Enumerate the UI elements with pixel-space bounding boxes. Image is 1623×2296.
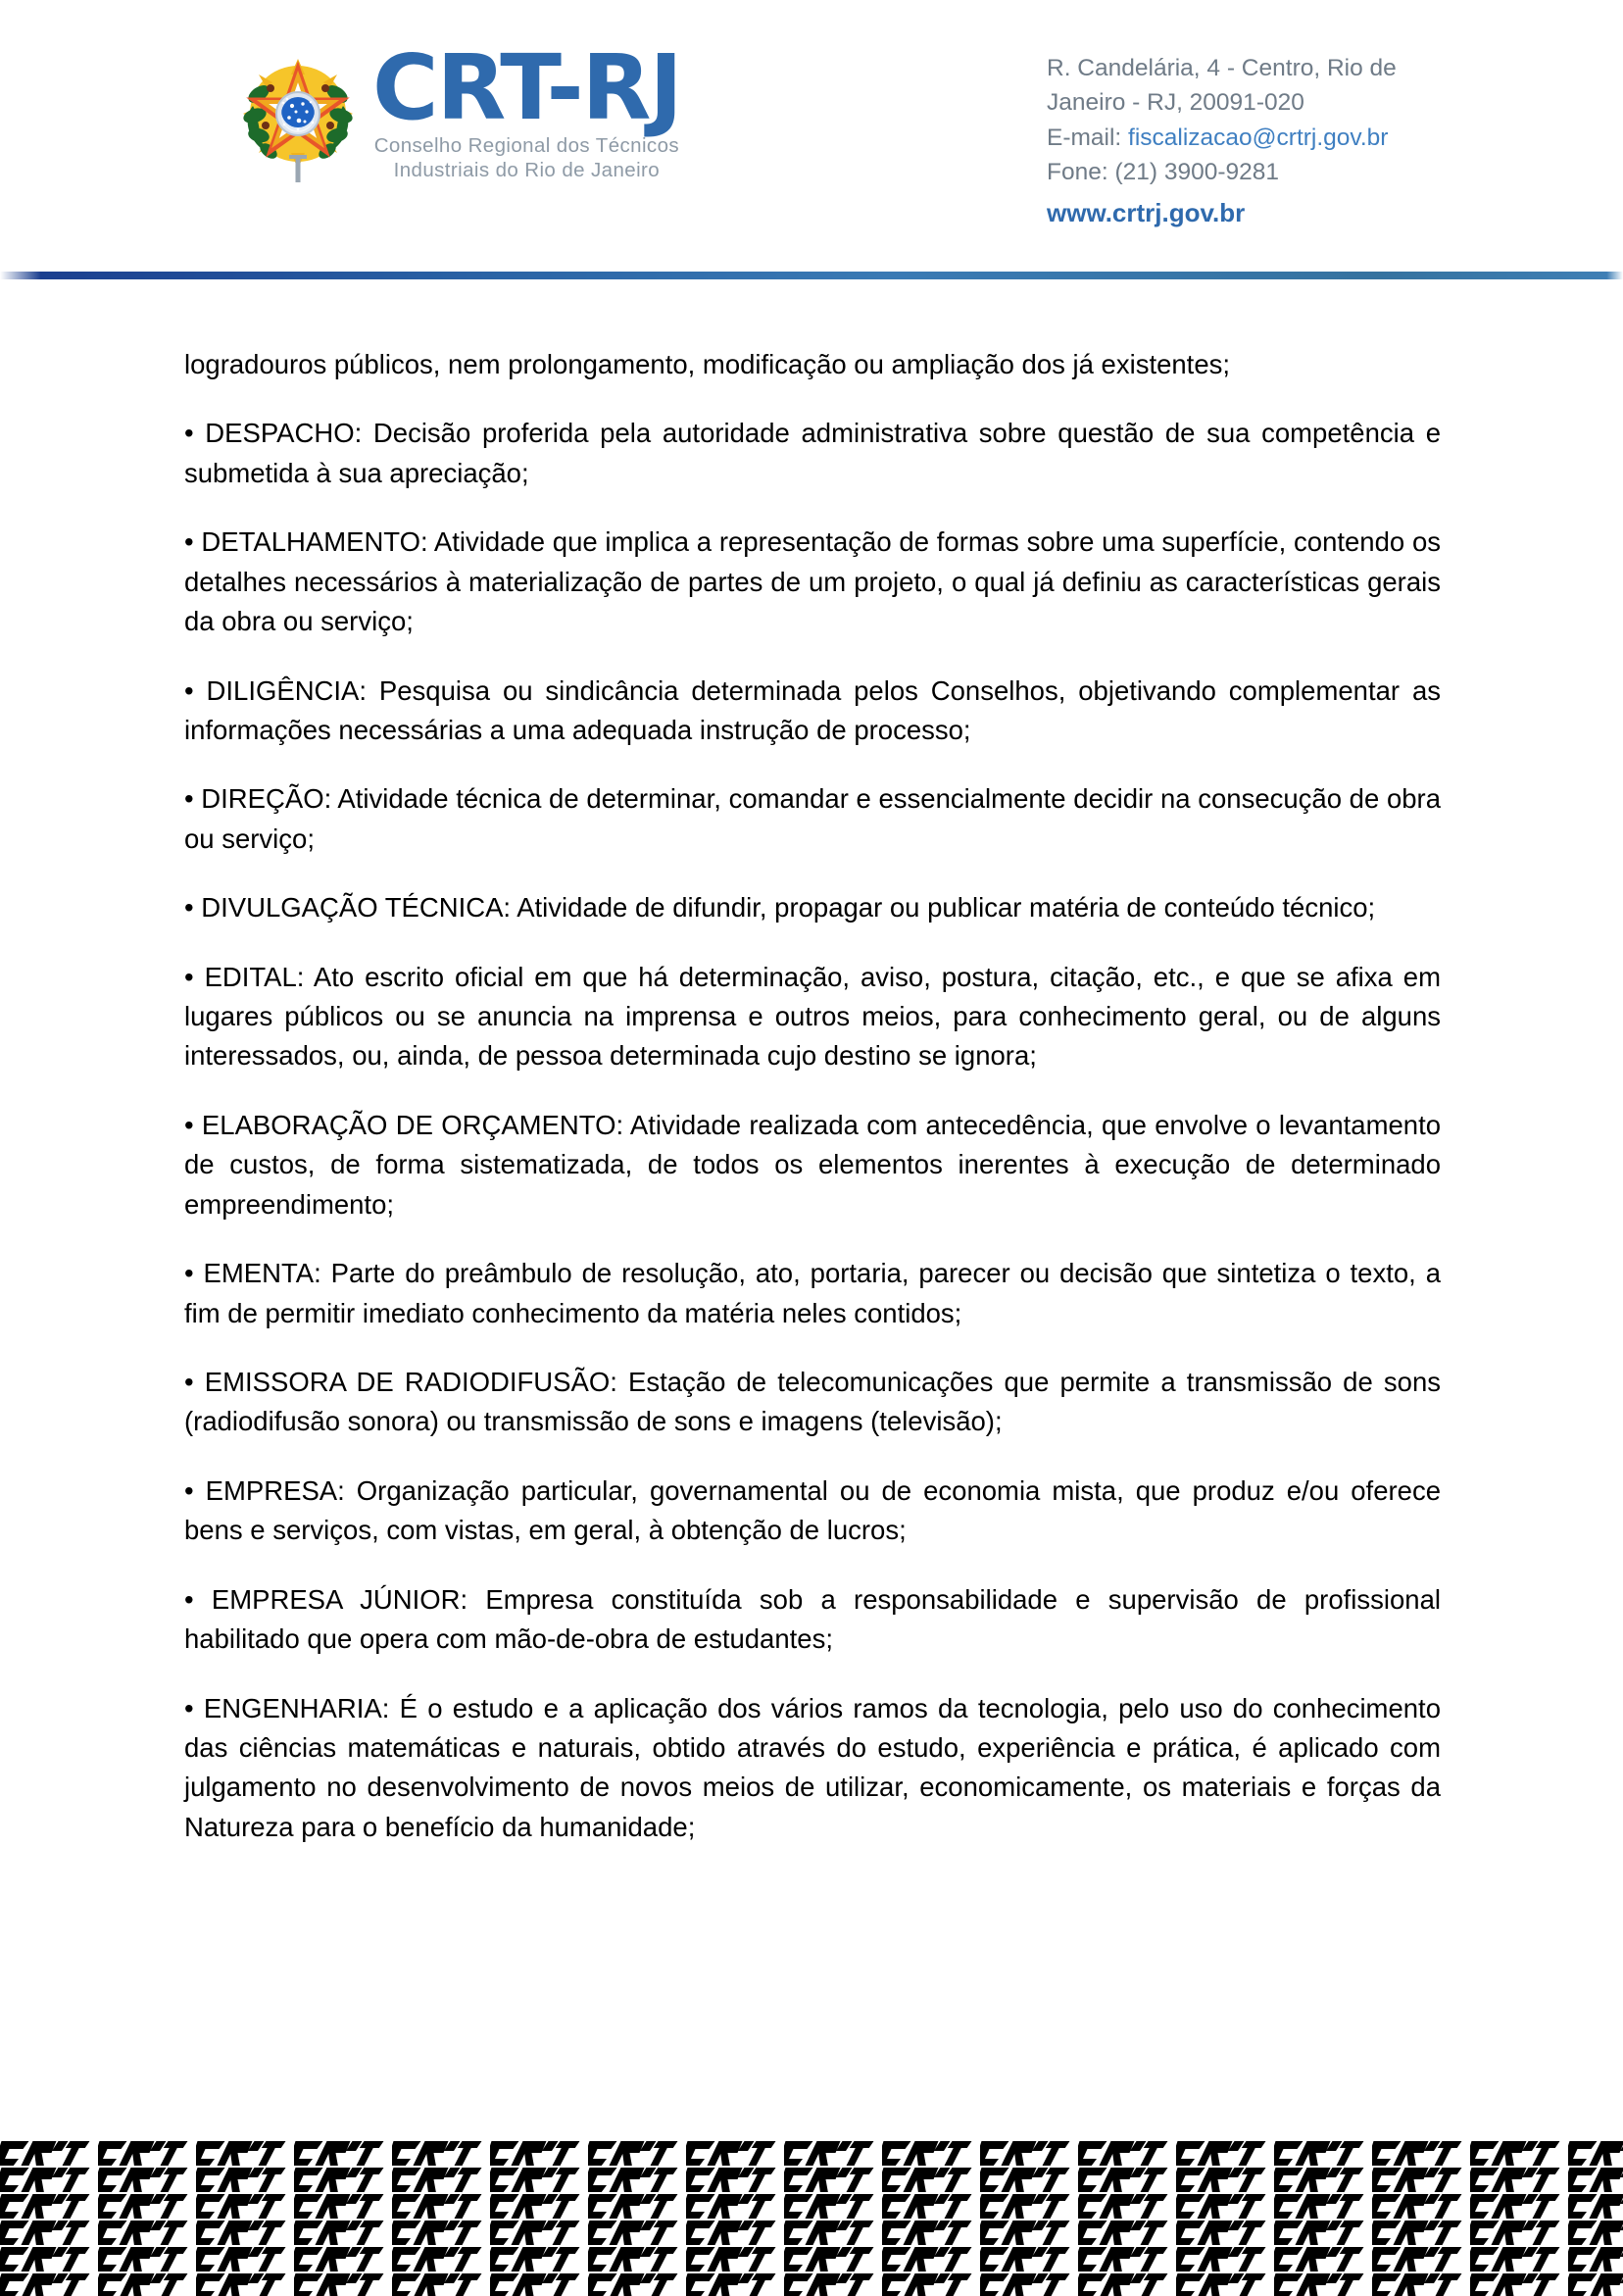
paragraph: • EMPRESA JÚNIOR: Empresa constituída sob a responsabilidade e supervisão de profissional habilitado que opera com mão-de-obra de estudantes;	[184, 1583, 1441, 1655]
wordmark-subtitle	[374, 134, 679, 181]
brazilian-coat-of-arms-icon	[233, 45, 363, 190]
paragraph: • ELABORAÇÃO DE ORÇAMENTO: Atividade realizada com antecedência, que envolve o levantamento de custos, de forma sistematizada, de todos os elementos inerentes à execução de determinado empreendimento;	[184, 1109, 1441, 1220]
paragraph: • EMENTA: Parte do preâmbulo de resolução, ato, portaria, parecer ou decisão que sintetiza o texto, a fim de permitir imediato conhecimento da matéria neles contidos;	[184, 1258, 1441, 1328]
contact-email-label: E-mail:	[1047, 124, 1122, 151]
document-body	[184, 345, 1441, 1847]
paragraph: • EMISSORA DE RADIODIFUSÃO: Estação de telecomunicações que permite a transmissão de sons (radiodifusão sonora) ou transmissão de sons e imagens (televisão);	[184, 1367, 1441, 1437]
wordmark-subtitle-line2: Industriais do Rio de Janeiro	[393, 158, 661, 181]
paragraph: • DIREÇÃO: Atividade técnica de determinar, comandar e essencialmente decidir na consecução de obra ou serviço;	[184, 783, 1441, 854]
contact-address-line2: Janeiro - RJ, 20091-020	[1047, 89, 1304, 117]
paragraph: • EDITAL: Ato escrito oficial em que há determinação, aviso, postura, citação, etc., e que se afixa em lugares públicos ou se anuncia na imprensa e outros meios, para conhecimento geral, ou de alguns interessados, ou, ainda, de pessoa determinada cujo destino se ignora;	[184, 961, 1441, 1072]
paragraph: • DIVULGAÇÃO TÉCNICA: Atividade de difundir, propagar ou publicar matéria de conteúdo técnico;	[184, 892, 1376, 923]
contact-address-line1: R. Candelária, 4 - Centro, Rio de	[1047, 55, 1397, 81]
wordmark-subtitle-line1: Conselho Regional dos Técnicos	[373, 134, 680, 158]
contact-website-link[interactable]: www.crtrj.gov.br	[1047, 198, 1246, 228]
paragraph: • DILIGÊNCIA: Pesquisa ou sindicância determinada pelos Conselhos, objetivando complementar as informações necessárias a uma adequada instrução de processo;	[184, 674, 1441, 745]
footer-pattern-icon	[0, 2139, 1623, 2296]
paragraph: • ENGENHARIA: É o estudo e a aplicação dos vários ramos da tecnologia, pelo uso do conhecimento das ciências matemáticas e naturais, obtido através do estudo, experiência e prática, é aplicado com julgamento no desenvolvimento de novos meios de utilizar, economicamente, os materiais e forças da Natureza para o benefício da humanidade;	[184, 1692, 1441, 1842]
header-contact-info	[1047, 51, 1397, 232]
contact-email	[1047, 121, 1397, 155]
paragraph: logradouros públicos, nem prolongamento, modificação ou ampliação dos já existentes;	[184, 349, 1231, 379]
wordmark	[372, 37, 681, 182]
header-divider	[0, 272, 1623, 279]
contact-email-address[interactable]: fiscalizacao@crtrj.gov.br	[1128, 124, 1389, 151]
page-header	[0, 0, 1623, 277]
paragraph: • DETALHAMENTO: Atividade que implica a representação de formas sobre uma superfície, contendo os detalhes necessários à materialização de partes de um projeto, o qual já definiu as características gerais da obra ou serviço;	[184, 526, 1441, 637]
contact-phone: Fone: (21) 3900-9281	[1047, 158, 1279, 185]
paragraph: • EMPRESA: Organização particular, governamental ou de economia mista, que produz e/ou oferece bens e serviços, com vistas, em geral, à obtenção de lucros;	[184, 1474, 1441, 1546]
brand-logo	[233, 37, 681, 190]
paragraph: • DESPACHO: Decisão proferida pela autoridade administrativa sobre questão de sua competência e submetida à sua apreciação;	[184, 418, 1441, 488]
wordmark-title: CRT-RJ	[372, 35, 681, 140]
footer-watermark-band	[0, 2139, 1623, 2296]
